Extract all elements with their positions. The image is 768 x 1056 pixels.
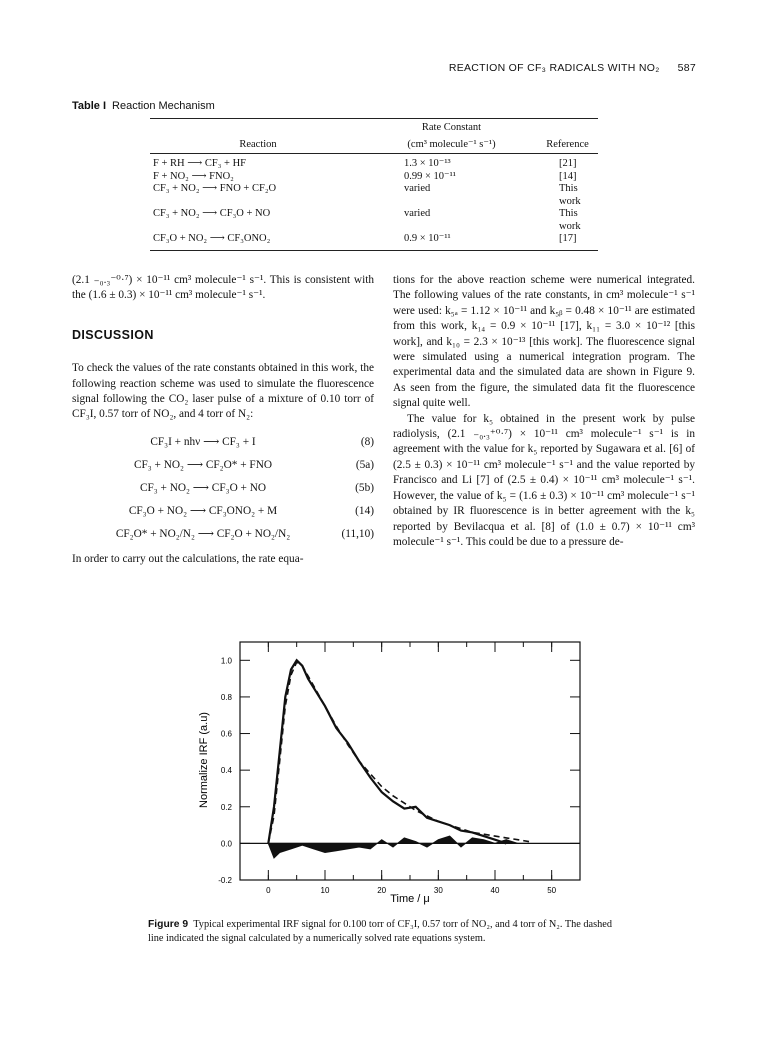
equation-body: CF₂O* + NO₂/N₂ ⟶ CF₂O + NO₂/N₂: [115, 527, 291, 540]
equation-body: CF₃ + NO₂ ⟶ CF₃O + NO: [139, 481, 267, 494]
header-rate-line1: Rate Constant: [366, 119, 537, 137]
table-title: Reaction Mechanism: [112, 100, 215, 112]
y-tick-label: 1.0: [220, 656, 232, 666]
reaction-table: [150, 118, 598, 251]
equation: [72, 477, 374, 500]
running-title: REACTION OF CF₃ RADICALS WITH NO₂: [448, 62, 660, 74]
figure-caption: [148, 918, 622, 945]
ref-cell: [17]: [537, 233, 598, 250]
ref-cell: This work: [559, 183, 581, 207]
equation: [72, 431, 374, 454]
y-tick-label: 0.4: [220, 766, 232, 776]
rate-cell: 0.9 × 10⁻¹¹: [366, 233, 537, 250]
ref-cell: [21]: [559, 158, 577, 169]
y-tick-labels: [218, 656, 232, 885]
figure-caption-text: Typical experimental IRF signal for 0.100 torr of CF₃I, 0.57 torr of NO₂, and 4 torr of N₂. The dashed line indicated the signal calculated by a numerically solved rate equations system.: [148, 919, 613, 944]
x-tick-label: 30: [433, 886, 443, 895]
table-caption: [72, 100, 215, 112]
x-tick-label: 50: [547, 886, 557, 895]
section-heading: DISCUSSION: [72, 327, 154, 342]
figure-label: Figure 9: [148, 919, 189, 930]
equation-body: CF₃I + nhν ⟶ CF₃ + I: [150, 435, 256, 448]
y-tick-label: 0.6: [220, 729, 232, 739]
left-paragraph-2: To check the values of the rate constants obtained in this work, the following reaction scheme was used to simulate the fluorescence signal following the CO₂ laser pulse of a mixture of 0.10 torr of CF₃I, 0.57 torr of NO₂, and 4 torr of N₂:: [72, 362, 374, 421]
simulated-signal-line: [268, 662, 529, 843]
reaction-cell: CF₃ + NO₂ ⟶ FNO + CF₂O: [153, 183, 277, 194]
x-tick-label: 20: [377, 886, 387, 895]
header-reference: Reference: [537, 119, 598, 154]
table-row: [150, 171, 598, 184]
table-row: [150, 233, 598, 250]
left-paragraph-1: (2.1 ₋₀.₃⁻⁰·⁷) × 10⁻¹¹ cm³ molecule⁻¹ s⁻¹. This is consistent with the (1.6 ± 0.3) × 10⁻¹¹ cm³ molecule⁻¹ s⁻¹.: [72, 274, 374, 302]
x-tick-label: 10: [320, 886, 330, 895]
rate-cell: varied: [404, 183, 431, 194]
header-reaction: Reaction: [150, 119, 366, 154]
y-tick-label: -0.2: [218, 876, 232, 885]
x-tick-label: 0: [266, 886, 271, 895]
equation-body: CF₃ + NO₂ ⟶ CF₂O* + FNO: [133, 458, 273, 471]
y-tick-label: 0.0: [220, 839, 232, 849]
equation: [72, 500, 374, 523]
rate-cell: 1.3 × 10⁻¹³: [404, 158, 451, 169]
x-axis-label: Time / μ: [390, 893, 430, 905]
header-rate-line2: (cm³ molecule⁻¹ s⁻¹): [366, 136, 537, 154]
table-row: [150, 154, 598, 171]
experimental-signal-line: [268, 660, 506, 843]
reaction-cell: CF₃ + NO₂ ⟶ CF₃O + NO: [153, 208, 271, 219]
equation-number: (5a): [355, 458, 374, 471]
reaction-cell: F + RH ⟶ CF₃ + HF: [153, 158, 246, 169]
rate-cell: varied: [404, 208, 431, 219]
right-paragraph-2: The value for k₅ obtained in the present work by pulse radiolysis, (2.1 ₋₀.₃⁺⁰·⁷) × 10⁻¹¹ cm³ molecule⁻¹ s⁻¹ is in agreement with the value for k₅ reported by Sugawara et al. [6] of (2.5 ± 0.3) × 10⁻¹¹ cm³ molecule⁻¹ s⁻¹ and the value reported by Francisco and Li [7] of (2.5 ± 0.4) × 10⁻¹¹ cm³ molecule⁻¹ s⁻¹. However, the value of k₅ = (1.6 ± 0.3) × 10⁻¹¹ cm³ molecule⁻¹ s⁻¹ obtained by IR fluorescence is in better agreement with the k₅ reported by Bevilacqua et al. [8] of (1.0 ± 0.7) × 10⁻¹¹ cm³ molecule⁻¹ s⁻¹. This could be due to a pressure de-: [393, 412, 695, 548]
rate-cell: 0.99 × 10⁻¹¹: [404, 170, 456, 182]
ref-cell: [14]: [559, 170, 577, 182]
running-header: [380, 62, 696, 74]
left-column: [72, 273, 374, 567]
left-paragraph-3: In order to carry out the calculations, the rate equa-: [72, 552, 304, 565]
ref-cell: This work: [559, 208, 581, 232]
plot-series: [268, 660, 529, 858]
equation: [72, 454, 374, 477]
table-label: Table I: [72, 100, 107, 112]
reaction-cell: F + NO₂ ⟶ FNO₂: [153, 170, 234, 182]
table-row: [150, 208, 598, 233]
y-tick-label: 0.8: [220, 692, 232, 702]
equation-number: (8): [360, 435, 374, 448]
table-row: [150, 183, 598, 208]
right-paragraph-1: tions for the above reaction scheme were numerical integrated. The following values of the rate constants, in cm³ molecule⁻¹ s⁻¹ were used: k₅ₐ = 1.12 × 10⁻¹¹ and k₅ᵦ = 0.48 × 10⁻¹¹ are estimated from this work, k₁₄ = 0.9 × 10⁻¹¹ [17], k₁₁ = 3.0 × 10⁻¹² [this work], and k₁₀ = 2.3 × 10⁻¹³ [this work]. The fluorescence signal were simulated using a numerical integration program. The experimental data and the simulated data are shown in Figure 9. As seen from the figure, the simulated data fit the fluorescence signal quite well.: [393, 274, 695, 410]
equation-block: [72, 431, 374, 546]
x-tick-label: 40: [490, 886, 500, 895]
equation-number: (14): [355, 504, 374, 517]
equation: [72, 523, 374, 546]
page-number: 587: [677, 62, 696, 74]
y-tick-label: 0.2: [220, 802, 232, 812]
reaction-cell: CF₃O + NO₂ ⟶ CF₃ONO₂: [150, 233, 366, 250]
residual-area: [268, 836, 529, 858]
equation-body: CF₃O + NO₂ ⟶ CF₃ONO₂ + M: [128, 504, 278, 517]
y-axis-label: Normalize IRF (a.u): [198, 712, 210, 808]
right-column: [393, 273, 695, 550]
equation-number: (5b): [355, 481, 374, 494]
figure-9-chart: [160, 620, 600, 910]
equation-number: (11,10): [341, 527, 374, 540]
